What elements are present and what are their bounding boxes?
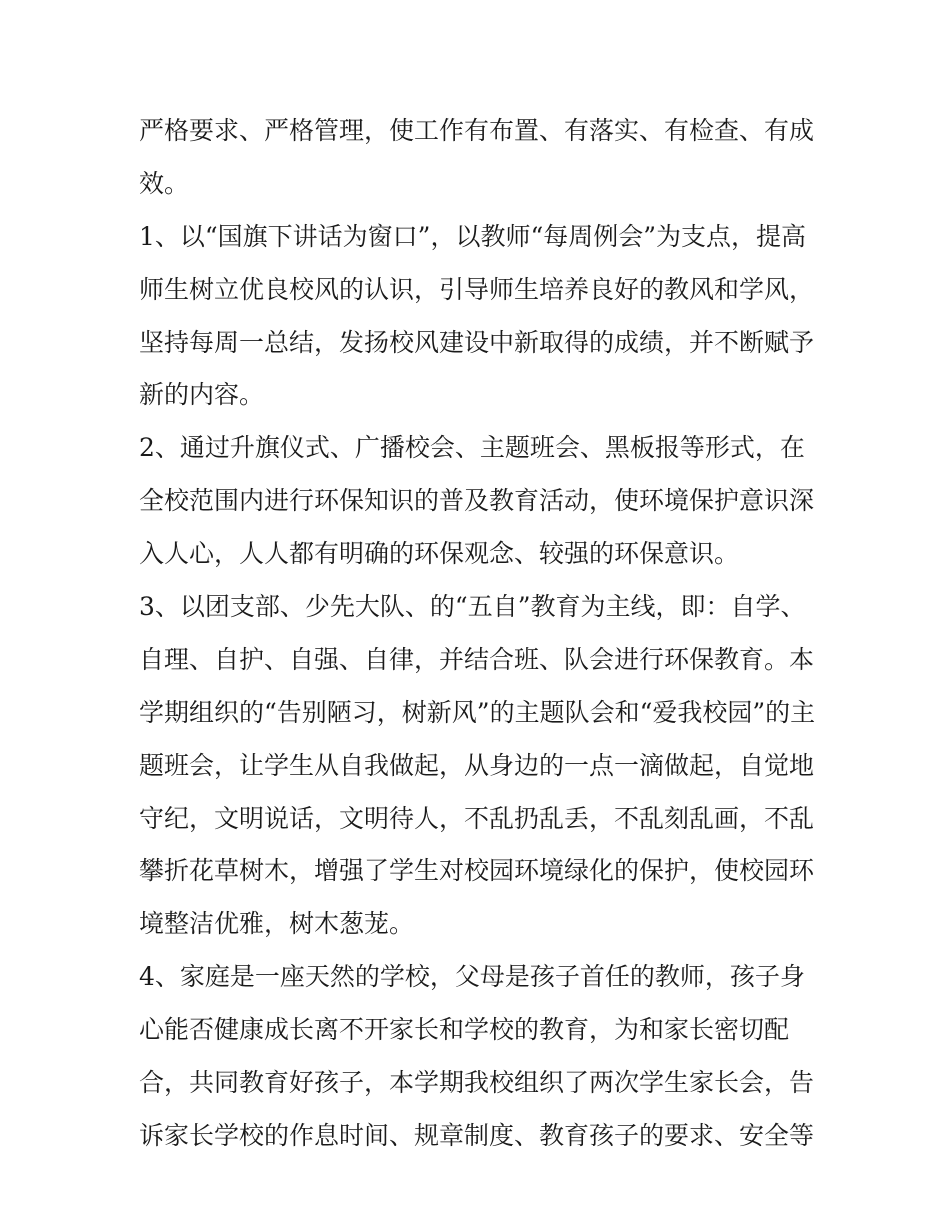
text-line: 新的内容。 <box>139 380 265 410</box>
text-line: 守纪，文明说话，文明待人，不乱扔乱丢，不乱刻乱画，不乱 <box>139 803 815 833</box>
text-line: 合，共同教育好孩子，本学期我校组织了两次学生家长会，告 <box>139 1068 815 1098</box>
text-line: 坚持每周一总结，发扬校风建设中新取得的成绩，并不断赋予 <box>139 327 815 357</box>
text-line: 自理、自护、自强、自律，并结合班、队会进行环保教育。本 <box>139 644 815 674</box>
text-line: 2、通过升旗仪式、广播校会、主题班会、黑板报等形式，在 <box>139 433 805 463</box>
text-line: 全校范围内进行环保知识的普及教育活动，使环境保护意识深 <box>139 486 815 516</box>
text-line: 效。 <box>139 168 190 198</box>
text-line: 4、家庭是一座天然的学校，父母是孩子首任的教师，孩子身 <box>139 962 805 992</box>
text-line: 境整洁优雅，树木葱茏。 <box>139 909 415 939</box>
text-line: 严格要求、严格管理，使工作有布置、有落实、有检查、有成 <box>139 116 815 145</box>
text-line: 3、以团支部、少先大队、的“五自”教育为主线，即：自学、 <box>139 592 806 622</box>
text-line: 攀折花草树木，增强了学生对校园环境绿化的保护，使校园环 <box>139 856 815 886</box>
document-body <box>139 105 814 1163</box>
text-line: 入人心，人人都有明确的环保观念、较强的环保意识。 <box>139 539 740 569</box>
text-line: 1、以“国旗下讲话为窗口”，以教师“每周例会”为支点，提高 <box>139 221 807 251</box>
text-line: 师生树立优良校风的认识，引导师生培养良好的教风和学风， <box>139 274 815 304</box>
text-line: 题班会，让学生从自我做起，从身边的一点一滴做起，自觉地 <box>139 750 815 780</box>
text-line: 心能否健康成长离不开家长和学校的教育，为和家长密切配 <box>139 1015 790 1045</box>
text-line: 诉家长学校的作息时间、规章制度、教育孩子的要求、安全等 <box>139 1120 815 1150</box>
text-line: 学期组织的“告别陋习，树新风”的主题队会和“爱我校园”的主 <box>139 697 816 727</box>
